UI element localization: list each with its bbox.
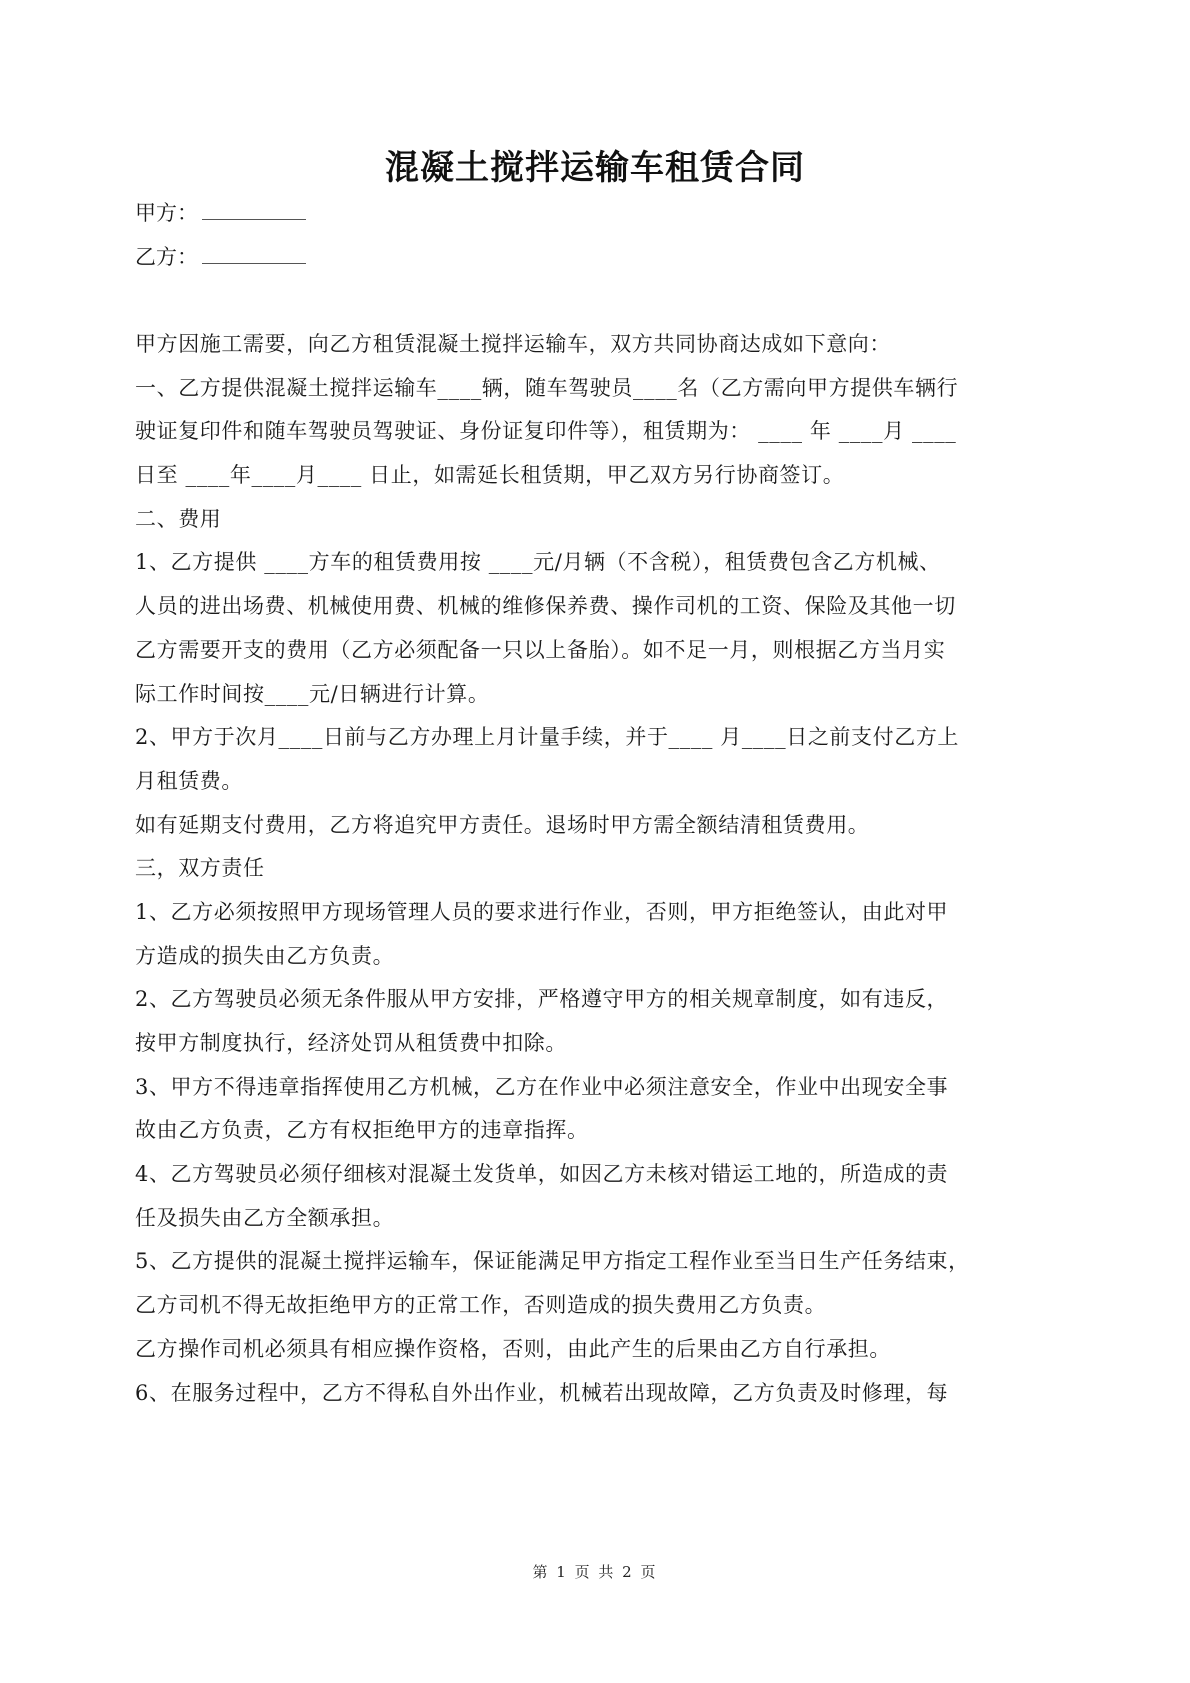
party-a-blank [202,199,306,220]
clause-1-line-2: 驶证复印件和随车驾驶员驾驶证、身份证复印件等），租赁期为： ____ 年 ____月 ____ [135,419,957,444]
party-b-label: 乙方： [135,245,198,269]
duty-5-line-2: 乙方司机不得无故拒绝甲方的正常工作，否则造成的损失费用乙方负责。 [135,1293,827,1318]
fee-late-payment: 如有延期支付费用，乙方将追究甲方责任。退场时甲方需全额结清租赁费用。 [135,812,870,837]
duty-3-line-2: 故由乙方负责，乙方有权拒绝甲方的违章指挥。 [135,1118,589,1143]
section-3-heading: 三，双方责任 [135,856,265,881]
section-2-heading: 二、费用 [135,506,222,531]
duty-2-line-2: 按甲方制度执行，经济处罚从租赁费中扣除。 [135,1031,567,1055]
fee-1-line-2: 人员的进出场费、机械使用费、机械的维修保养费、操作司机的工资、保险及其他一切 [135,594,956,619]
duty-5-line-1: 5、乙方提供的混凝土搅拌运输车，保证能满足甲方指定工程作业至当日生产任务结束， [135,1249,970,1274]
duty-1-line-1: 1、乙方必须按照甲方现场管理人员的要求进行作业，否则，甲方拒绝签认，由此对甲 [135,899,949,924]
party-b-blank [202,243,306,264]
party-b-line [135,242,306,272]
duty-4-line-1: 4、乙方驾驶员必须仔细核对混凝土发货单，如因乙方未核对错运工地的，所造成的责 [135,1162,949,1187]
fee-1-line-1: 1、乙方提供 ____方车的租赁费用按 ____元/月辆（不含税），租赁费包含乙方机械、 [135,550,941,575]
clause-1-line-1: 一、乙方提供混凝土搅拌运输车____辆，随车驾驶员____名（乙方需向甲方提供车辆行 [135,375,959,400]
duty-6-line-1: 6、在服务过程中，乙方不得私自外出作业，机械若出现故障，乙方负责及时修理，每 [135,1380,949,1405]
party-a-label: 甲方： [135,201,198,225]
duty-2-line-1: 2、乙方驾驶员必须无条件服从甲方安排，严格遵守甲方的相关规章制度，如有违反， [135,987,949,1012]
party-a-line [135,198,306,228]
duty-3-line-1: 3、甲方不得违章指挥使用乙方机械，乙方在作业中必须注意安全，作业中出现安全事 [135,1074,949,1099]
document-title: 混凝土搅拌运输车租赁合同 [385,148,805,188]
duty-4-line-2: 任及损失由乙方全额承担。 [135,1205,395,1230]
page-number: 第 1 页 共 2 页 [532,1563,658,1581]
duty-5-qualification: 乙方操作司机必须具有相应操作资格，否则，由此产生的后果由乙方自行承担。 [135,1336,891,1361]
clause-1-line-3: 日至 ____年____月____ 日止，如需延长租赁期，甲乙双方另行协商签订。 [135,463,845,488]
fee-2-line-1: 2、甲方于次月____日前与乙方办理上月计量手续，并于____ 月____日之前支付乙方上 [135,725,960,750]
fee-2-line-2: 月租赁费。 [135,768,243,793]
duty-1-line-2: 方造成的损失由乙方负责。 [135,943,395,968]
fee-1-line-4: 际工作时间按____元/日辆进行计算。 [135,681,490,706]
fee-1-line-3: 乙方需要开支的费用（乙方必须配备一只以上备胎）。如不足一月，则根据乙方当月实 [135,637,946,662]
intro-line: 甲方因施工需要，向乙方租赁混凝土搅拌运输车，双方共同协商达成如下意向： [135,332,891,356]
contract-body [135,329,995,1421]
